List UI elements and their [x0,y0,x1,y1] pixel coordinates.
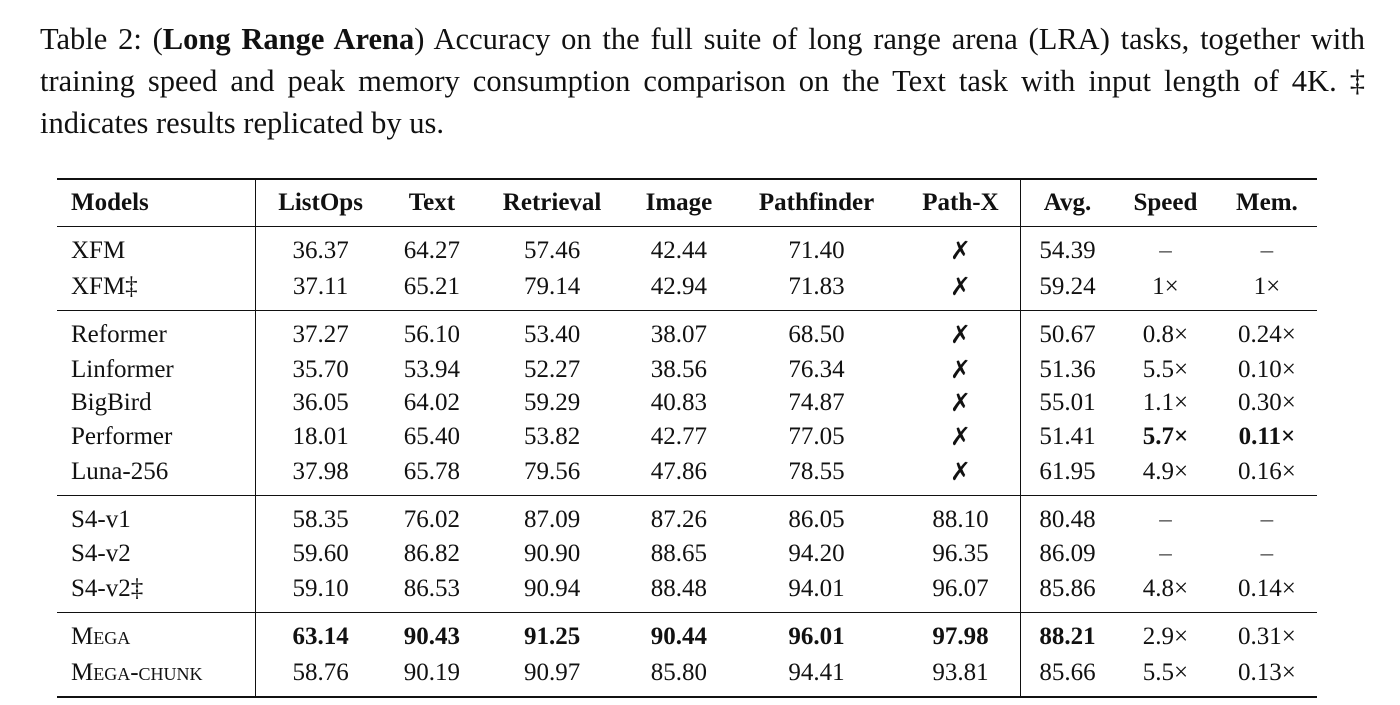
cell-pathfinder: 77.05 [788,422,845,450]
cell-avg: 86.09 [1039,540,1096,568]
cell-image: 88.65 [650,540,708,568]
model-name: S4-v2‡ [57,571,255,613]
cell-pathfinder: 94.20 [788,540,845,568]
caption-bold-title: Long Range Arena [162,22,415,56]
cell-speed: 1× [1152,273,1179,300]
cell-avg: 51.41 [1039,422,1096,450]
caption-prefix: Table 2: ( [40,22,163,56]
cell-text: 56.10 [385,311,478,354]
table-caption [40,18,1365,144]
cell-listops: 59.10 [292,575,349,602]
cell-listops: 63.14 [255,613,385,656]
cell-mem: – [1260,540,1274,568]
cell-path-x: ✗ [901,420,1021,454]
cell-retrieval: 87.09 [478,495,625,538]
group-s4 [57,495,1317,613]
table-row [57,311,1317,354]
model-name: Mega [57,613,255,656]
cell-retrieval: 90.94 [523,575,581,602]
cell-speed: 4.9× [1142,457,1189,485]
cell-avg: 51.36 [1039,355,1096,383]
cell-retrieval: 57.46 [523,237,581,264]
cell-pathfinder: 96.01 [732,613,901,656]
cell-path-x: 93.81 [901,655,1021,697]
cell-avg: 85.66 [1039,659,1096,686]
cell-listops: 37.27 [255,311,385,354]
cell-retrieval: 90.90 [523,540,581,568]
cell-text: 90.19 [403,659,461,686]
cell-mem: 0.16× [1238,457,1296,485]
model-name: Linformer [57,353,255,387]
cell-listops: 58.76 [292,659,349,686]
cell-speed: – [1159,540,1172,568]
lra-results-table [57,178,1317,698]
cell-retrieval: 52.27 [523,355,581,383]
table-row [57,538,1317,572]
cell-listops: 37.11 [292,273,349,300]
cell-speed: 5.5× [1142,659,1189,686]
cell-mem: 0.31× [1217,613,1317,656]
cell-mem: – [1260,237,1274,264]
table-row [57,353,1317,387]
cell-path-x: ✗ [901,269,1021,311]
cell-mem: 1× [1253,273,1281,300]
cell-path-x: ✗ [901,353,1021,387]
header-models: Models [57,179,255,227]
cell-text: 86.82 [403,540,461,568]
header-retrieval: Retrieval [478,179,625,227]
cell-pathfinder: 68.50 [732,311,901,354]
cell-pathfinder: 94.41 [788,659,845,686]
model-name: Reformer [57,311,255,354]
header-listops: ListOps [255,179,385,227]
cell-retrieval: 53.40 [478,311,625,354]
cell-image: 42.94 [650,273,708,300]
cell-mem: 0.30× [1238,389,1296,417]
cell-speed: 0.8× [1114,311,1217,354]
cell-speed: – [1159,237,1172,264]
cell-text: 64.27 [403,237,461,264]
cell-pathfinder: 86.05 [732,495,901,538]
cell-avg: 54.39 [1039,237,1096,264]
cell-path-x: ✗ [901,311,1021,354]
cell-listops: 36.05 [292,389,349,417]
cell-text: 65.40 [403,422,461,450]
cell-listops: 58.35 [255,495,385,538]
cell-image: 85.80 [650,659,708,686]
cell-retrieval: 79.14 [523,273,581,300]
cell-pathfinder: 71.83 [788,273,845,300]
cell-avg: 85.86 [1039,575,1096,602]
cell-image: 38.07 [626,311,732,354]
cell-text: 86.53 [403,575,461,602]
cell-avg: 88.21 [1020,613,1114,656]
cell-avg: 50.67 [1020,311,1114,354]
cell-retrieval: 91.25 [478,613,625,656]
cell-retrieval: 59.29 [523,389,581,417]
table-row [57,454,1317,496]
table-row [57,655,1317,697]
header-pathfinder: Pathfinder [732,179,901,227]
table-row [57,387,1317,421]
cell-speed: 2.9× [1114,613,1217,656]
cell-pathfinder: 71.40 [788,237,845,264]
cell-retrieval: 53.82 [523,422,581,450]
header-row [57,179,1317,227]
model-name: Mega-chunk [57,655,255,697]
model-name: S4-v1 [57,495,255,538]
cell-path-x: 96.07 [901,571,1021,613]
cell-mem: 0.14× [1238,575,1296,602]
cell-pathfinder: 74.87 [788,389,845,417]
cell-image: 88.48 [650,575,708,602]
header-path-x: Path-X [901,179,1021,227]
cell-image: 42.44 [650,237,708,264]
cell-path-x: 97.98 [901,613,1021,656]
table-row [57,571,1317,613]
model-name: Luna-256 [57,454,255,496]
group-transformer [57,227,1317,311]
cell-mem: 0.13× [1238,659,1296,686]
cell-text: 65.78 [403,457,461,485]
cell-listops: 35.70 [292,355,349,383]
cell-path-x: 88.10 [901,495,1021,538]
cell-text: 65.21 [403,273,461,300]
cell-speed: 4.8× [1142,575,1189,602]
cell-retrieval: 79.56 [523,457,581,485]
table-row [57,613,1317,656]
cell-text: 76.02 [385,495,478,538]
table-row [57,269,1317,311]
cell-mem: 0.10× [1238,355,1296,383]
cell-image: 40.83 [650,389,708,417]
header-avg: Avg. [1020,179,1114,227]
header-image: Image [626,179,732,227]
cell-mem: 0.24× [1217,311,1317,354]
cell-path-x: 96.35 [901,538,1021,572]
cell-avg: 59.24 [1039,273,1096,300]
header-speed: Speed [1114,179,1217,227]
cell-speed: 1.1× [1142,389,1189,417]
cell-retrieval: 90.97 [523,659,581,686]
cell-path-x: ✗ [901,227,1021,270]
table-row [57,420,1317,454]
cell-mem: – [1217,495,1317,538]
cell-listops: 36.37 [292,237,349,264]
table-row [57,495,1317,538]
header-mem: Mem. [1217,179,1317,227]
cell-speed: – [1114,495,1217,538]
cell-listops: 59.60 [292,540,349,568]
cell-path-x: ✗ [901,454,1021,496]
cell-mem: 0.11× [1238,422,1296,450]
cell-text: 53.94 [403,355,461,383]
cell-speed: 5.7× [1142,422,1189,450]
cell-path-x: ✗ [901,387,1021,421]
model-name: Performer [57,420,255,454]
model-name: S4-v2 [57,538,255,572]
caption-body: ) Accuracy on the full suite of long range arena (LRA) tasks, together with training speed and peak memory consumption comparison on the Text task with input length of 4K. ‡ indicates results replicated by us. [40,22,1366,140]
cell-pathfinder: 78.55 [788,457,845,485]
cell-avg: 55.01 [1039,389,1096,417]
cell-speed: 5.5× [1142,355,1189,383]
cell-text: 64.02 [403,389,461,417]
cell-avg: 80.48 [1020,495,1114,538]
cell-pathfinder: 94.01 [788,575,845,602]
model-name: XFM [57,227,255,270]
group-efficient-transformers [57,311,1317,496]
cell-listops: 18.01 [292,422,349,450]
cell-avg: 61.95 [1039,457,1096,485]
table-row [57,227,1317,270]
cell-text: 90.43 [385,613,478,656]
cell-image: 42.77 [650,422,708,450]
model-name: BigBird [57,387,255,421]
cell-pathfinder: 76.34 [788,355,845,383]
model-name: XFM‡ [57,269,255,311]
cell-image: 47.86 [650,457,708,485]
cell-image: 90.44 [626,613,732,656]
cell-image: 38.56 [650,355,708,383]
header-text: Text [385,179,478,227]
cell-image: 87.26 [626,495,732,538]
group-mega [57,613,1317,698]
cell-listops: 37.98 [292,457,349,485]
